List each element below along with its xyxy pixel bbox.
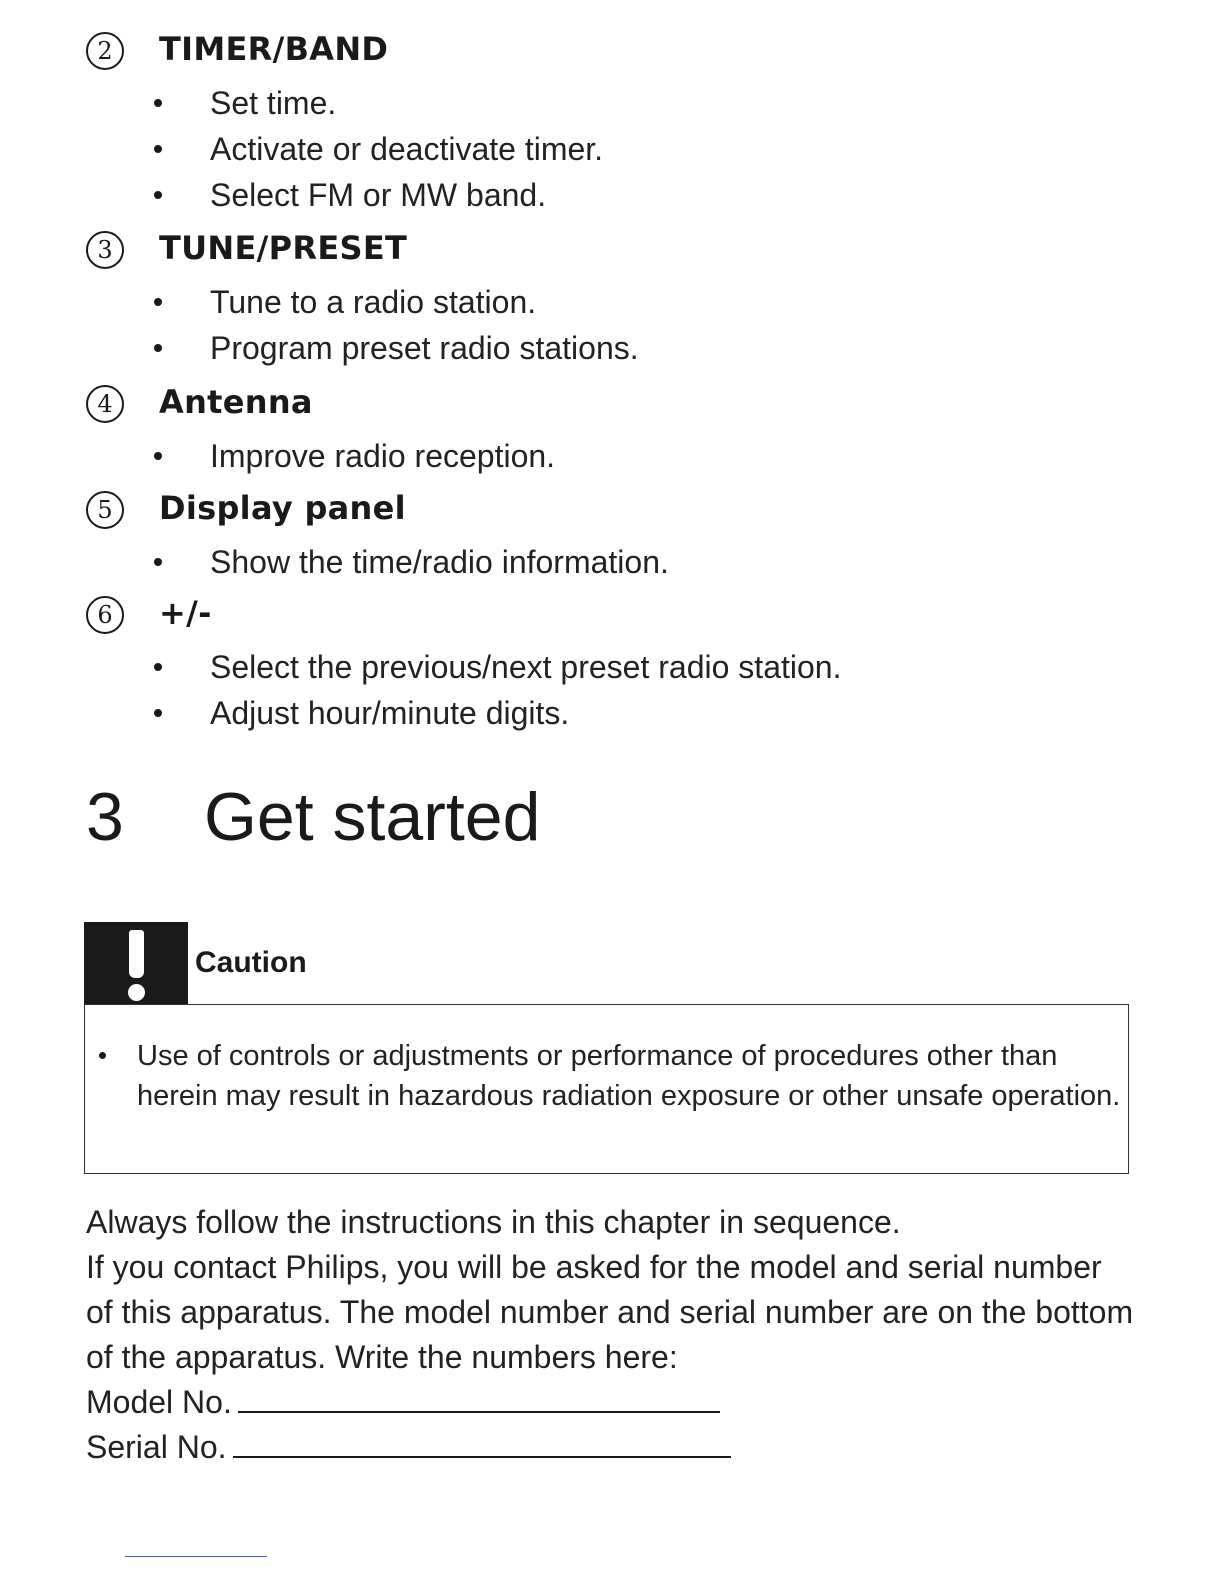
model-number-line xyxy=(86,1380,1136,1425)
chapter-title: Get started xyxy=(204,779,541,855)
section-header xyxy=(86,385,1086,433)
bullet-dot xyxy=(154,663,162,671)
bullet-list xyxy=(86,433,1086,479)
serial-number-line xyxy=(86,1425,1136,1470)
list-item xyxy=(86,172,1086,218)
section-header xyxy=(86,231,1086,279)
list-item-text: Adjust hour/minute digits. xyxy=(210,695,570,731)
section-number-badge: 5 xyxy=(86,491,124,529)
bullet-dot xyxy=(154,344,162,352)
bullet-dot xyxy=(99,1052,106,1059)
section-number-badge: 4 xyxy=(86,385,124,423)
exclamation-dot xyxy=(128,984,145,1001)
caution-label: Caution xyxy=(195,946,307,979)
list-item-text: Show the time/radio information. xyxy=(210,544,669,580)
exclamation-bar xyxy=(129,930,144,978)
list-item-text: Activate or deactivate timer. xyxy=(210,131,604,167)
section-antenna xyxy=(86,385,1086,479)
bullet-dot xyxy=(154,709,162,717)
list-item xyxy=(86,690,1086,736)
list-item xyxy=(86,279,1086,325)
list-item xyxy=(86,644,1086,690)
bullet-list xyxy=(86,539,1086,585)
serial-number-blank xyxy=(233,1455,731,1458)
list-item xyxy=(86,433,1086,479)
bullet-list xyxy=(86,279,1086,371)
bullet-dot xyxy=(154,558,162,566)
list-item-text: Improve radio reception. xyxy=(210,438,556,474)
bullet-dot xyxy=(154,191,162,199)
bullet-list xyxy=(86,644,1086,736)
list-item-text: Program preset radio stations. xyxy=(210,330,639,366)
caution-text: Use of controls or adjustments or performance of procedures other than herein may result in hazardous radiation exposure or other unsafe operation. xyxy=(137,1040,1121,1112)
list-item xyxy=(86,126,1086,172)
section-header xyxy=(86,596,1086,644)
contact-paragraph: If you contact Philips, you will be asked for the model and serial number of this apparatus. The model number and serial number are on the bottom of the apparatus. Write the numbers here: xyxy=(86,1249,1134,1375)
list-item-text: Set time. xyxy=(210,85,337,121)
bullet-dot xyxy=(154,298,162,306)
section-plus-minus xyxy=(86,596,1086,736)
section-title: TIMER/BAND xyxy=(159,30,389,68)
section-header xyxy=(86,32,1086,80)
chapter-number: 3 xyxy=(86,779,124,855)
list-item-text: Select the previous/next preset radio station. xyxy=(210,649,842,685)
bullet-list xyxy=(86,80,1086,218)
list-item-text: Select FM or MW band. xyxy=(210,177,547,213)
model-number-blank xyxy=(238,1410,720,1413)
section-title: TUNE/PRESET xyxy=(159,229,408,267)
footer-link-underline xyxy=(125,1556,267,1557)
section-timer-band xyxy=(86,32,1086,218)
section-tune-preset xyxy=(86,231,1086,371)
intro-line: Always follow the instructions in this chapter in sequence. xyxy=(86,1204,901,1240)
section-title: Display panel xyxy=(159,489,406,527)
section-header xyxy=(86,491,1086,539)
chapter-heading xyxy=(86,772,986,862)
section-number-badge: 6 xyxy=(86,596,124,634)
list-item xyxy=(86,80,1086,126)
instructions-body xyxy=(86,1200,1136,1470)
section-number-badge: 3 xyxy=(86,231,124,269)
list-item xyxy=(86,325,1086,371)
list-item-text: Tune to a radio station. xyxy=(210,284,537,320)
section-title: Antenna xyxy=(159,383,313,421)
caution-box xyxy=(84,1004,1129,1174)
section-number-badge: 2 xyxy=(86,32,124,70)
bullet-dot xyxy=(154,99,162,107)
list-item xyxy=(86,539,1086,585)
section-title: +/- xyxy=(159,594,212,632)
bullet-dot xyxy=(154,452,162,460)
caution-icon xyxy=(84,922,188,1004)
bullet-dot xyxy=(154,145,162,153)
serial-number-label: Serial No. xyxy=(86,1429,227,1465)
model-number-label: Model No. xyxy=(86,1384,232,1420)
section-display-panel xyxy=(86,491,1086,585)
